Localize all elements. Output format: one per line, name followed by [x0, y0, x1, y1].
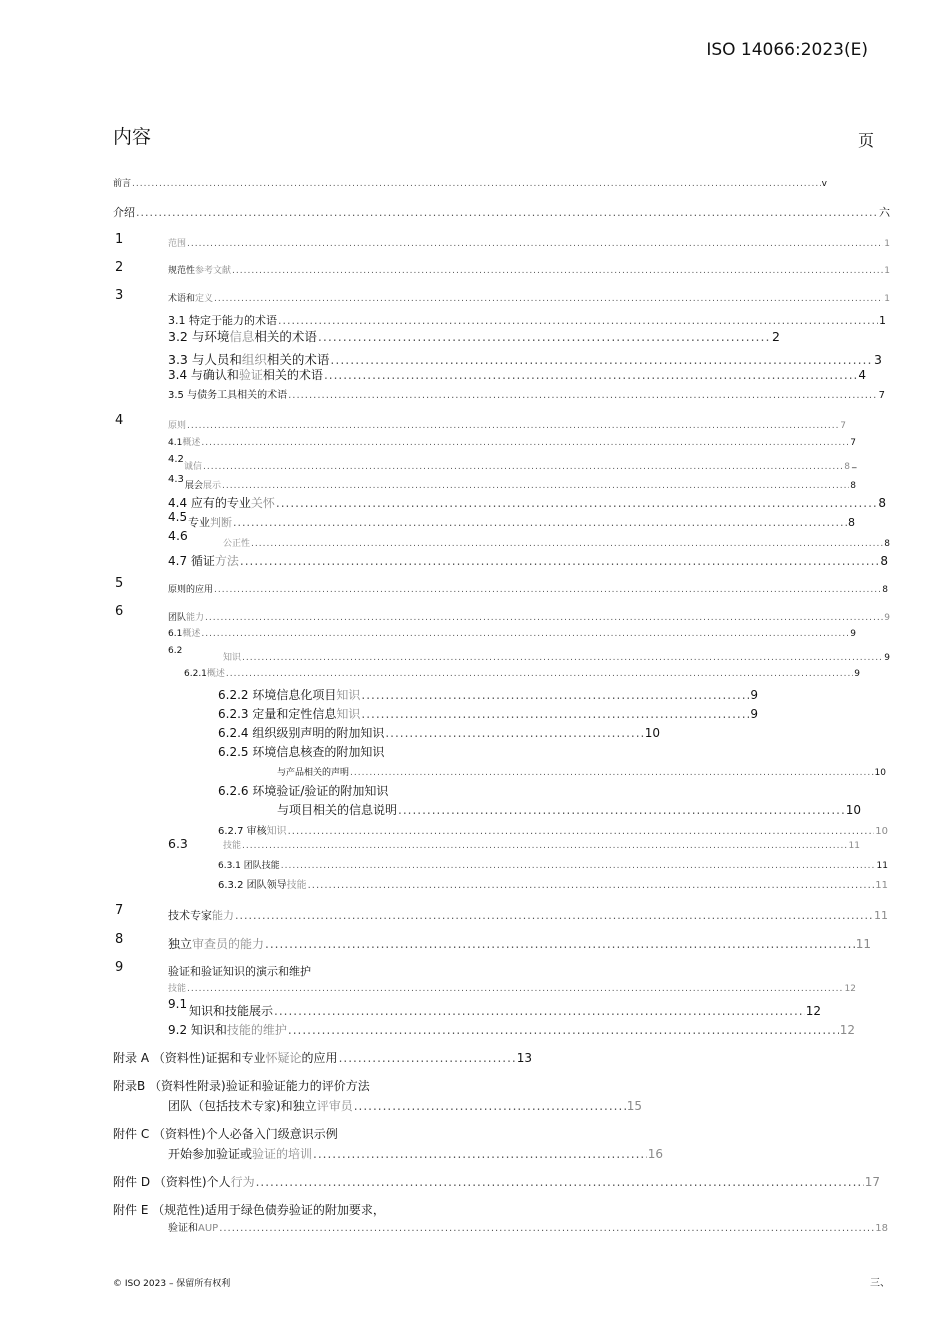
toc-entry-6-2-1[interactable]: 6.2.1概述 ..... 9 [184, 666, 860, 679]
toc-entry-6-3-1[interactable]: 6.3.1 团队技能 ..... 11 [218, 858, 888, 871]
toc-entry-6-2-3[interactable]: 6.2.3 定量和定性信息知识 ..... 9 [218, 705, 758, 722]
toc-entry-4-1[interactable]: 4.1概述 ..... 7 [168, 435, 856, 448]
section-number: 4.3 [168, 474, 184, 485]
toc-entry-annex-e[interactable]: 验证和AUP ..... 18 [168, 1219, 888, 1234]
section-number: 2 [115, 260, 124, 275]
toc-entry-foreword[interactable]: 前言 ..... v [113, 176, 827, 189]
toc-entry-6-2-5-line1: 6.2.5 环境信息核查的附加知识 [218, 745, 385, 759]
toc-entry-introduction[interactable]: 介绍 ..... 六 [113, 204, 890, 220]
section-number: 4 [115, 413, 124, 428]
section-number: 1 [115, 232, 124, 247]
page-number: 六 [879, 206, 890, 219]
toc-entry-6[interactable]: 团队能力 ..... 9 [168, 610, 890, 623]
toc-entry-2[interactable]: 规范性参考文献 ..... 1 [168, 263, 890, 276]
section-number: 8 [115, 932, 124, 947]
toc-entry-3-1[interactable]: 3.1 特定于能力的术语 ..... 1 [168, 312, 886, 328]
copyright-notice: © ISO 2023 – 保留所有权利 [113, 1279, 231, 1289]
toc-entry-9-2[interactable]: 9.2 知识和技能的维护 ..... 12 [168, 1021, 855, 1038]
toc-entry-3-4[interactable]: 3.4 与确认和验证相关的术语 ..... 4 [168, 366, 866, 383]
toc-entry-6-3-2[interactable]: 6.3.2 团队领导技能 ..... 11 [218, 876, 888, 891]
toc-entry-7[interactable]: 技术专家能力 ..... 11 [168, 907, 888, 923]
page-number: v [821, 179, 827, 189]
section-number: 6.2 [168, 646, 183, 656]
toc-title: 内容 [113, 126, 152, 148]
toc-entry-3-3[interactable]: 3.3 与人员和组织相关的术语 ..... 3 [168, 350, 882, 368]
footer-page-number: 三、 [870, 1278, 890, 1289]
toc-entry-9-line1: 验证和验证知识的演示和维护 [168, 965, 311, 978]
toc-entry-8[interactable]: 独立审查员的能力 ..... 11 [168, 935, 871, 952]
toc-entry-4-3[interactable]: 展会展示 ..... 8 [185, 478, 856, 491]
toc-entry-6-2-2[interactable]: 6.2.2 环境信息化项目知识 ..... 9 [218, 686, 758, 703]
toc-entry-4-2[interactable]: 诚信 ..... 8 [184, 459, 850, 472]
toc-entry-6-2[interactable]: 知识 ..... 9 [223, 650, 890, 663]
toc-entry-4-4[interactable]: 4.4 应有的专业关怀 ..... 8 [168, 494, 886, 511]
toc-entry-3-2[interactable]: 3.2 与环境信息相关的术语 ..... 2 [168, 327, 780, 345]
section-number: 6 [115, 604, 124, 619]
toc-entry-9[interactable]: 技能 ..... 12 [168, 981, 856, 994]
toc-entry-annex-c[interactable]: 开始参加验证或验证的培训 ..... 16 [168, 1145, 663, 1162]
standard-designation: ISO 14066:2023(E) [706, 40, 868, 60]
toc-entry-6-2-7[interactable]: 6.2.7 审核知识 ..... 10 [218, 822, 888, 837]
toc-entry-4-7[interactable]: 4.7 循证方法 ..... 8 [168, 552, 888, 569]
section-number: 9.1 [168, 997, 188, 1011]
toc-entry-annex-b-line1: 附录B （资料性附录)验证和验证能力的评价方法 [113, 1079, 370, 1093]
toc-entry-6-3[interactable]: 技能 ..... 11 [223, 838, 860, 851]
toc-entry-6-2-6-line1: 6.2.6 环境验证/验证的附加知识 [218, 784, 389, 798]
toc-entry-annex-e-line1: 附件 E （规范性)适用于绿色债券验证的附加要求， [113, 1203, 385, 1217]
section-number: 7 [115, 903, 124, 918]
section-number: 6.3 [168, 836, 188, 851]
page-column-label: 页 [857, 131, 874, 150]
toc-entry-9-1[interactable]: 知识和技能展示 ..... 12 [189, 1002, 821, 1019]
section-number: 4.6 [168, 528, 188, 543]
toc-entry-annex-a[interactable]: 附录 A （资料性)证据和专业怀疑论的应用 ..... 13 [113, 1049, 532, 1066]
section-number: 4.5 [168, 510, 188, 524]
toc-entry-3-5[interactable]: 3.5 与债务工具相关的术语 ..... 7 [168, 386, 885, 401]
toc-entry-5[interactable]: 原则的应用 ..... 8 [168, 582, 888, 595]
toc-entry-4-5[interactable]: 专业判断 ..... 8 [188, 514, 855, 530]
toc-entry-6-2-4[interactable]: 6.2.4 组织级别声明的附加知识 ..... 10 [218, 724, 660, 741]
toc-entry-6-2-6[interactable]: 与项目相关的信息说明 ..... 10 [277, 801, 861, 818]
section-number: 4.2 [168, 454, 184, 465]
toc-entry-annex-d[interactable]: 附件 D （资料性)个人行为 ..... 17 [113, 1173, 880, 1190]
toc-entry-4-6[interactable]: 公正性 ..... 8 [223, 536, 890, 549]
toc-entry-annex-b[interactable]: 团队（包括技术专家)和独立评审员 ..... 15 [168, 1097, 642, 1114]
section-number: 9 [115, 960, 124, 975]
section-number: 3 [115, 288, 124, 303]
toc-entry-4[interactable]: 原则 ..... 7 [168, 418, 846, 431]
underscore-mark: _ [852, 459, 857, 469]
toc-entry-annex-c-line1: 附件 C （资料性)个人必备入门级意识示例 [113, 1127, 338, 1141]
toc-entry-1[interactable]: 范围 ..... 1 [168, 236, 890, 249]
toc-entry-3[interactable]: 术语和定义 ..... 1 [168, 291, 890, 304]
toc-entry-6-2-5[interactable]: 与产品相关的声明 ..... 10 [277, 765, 886, 778]
section-number: 5 [115, 576, 124, 591]
toc-entry-6-1[interactable]: 6.1概述 ..... 9 [168, 626, 856, 639]
